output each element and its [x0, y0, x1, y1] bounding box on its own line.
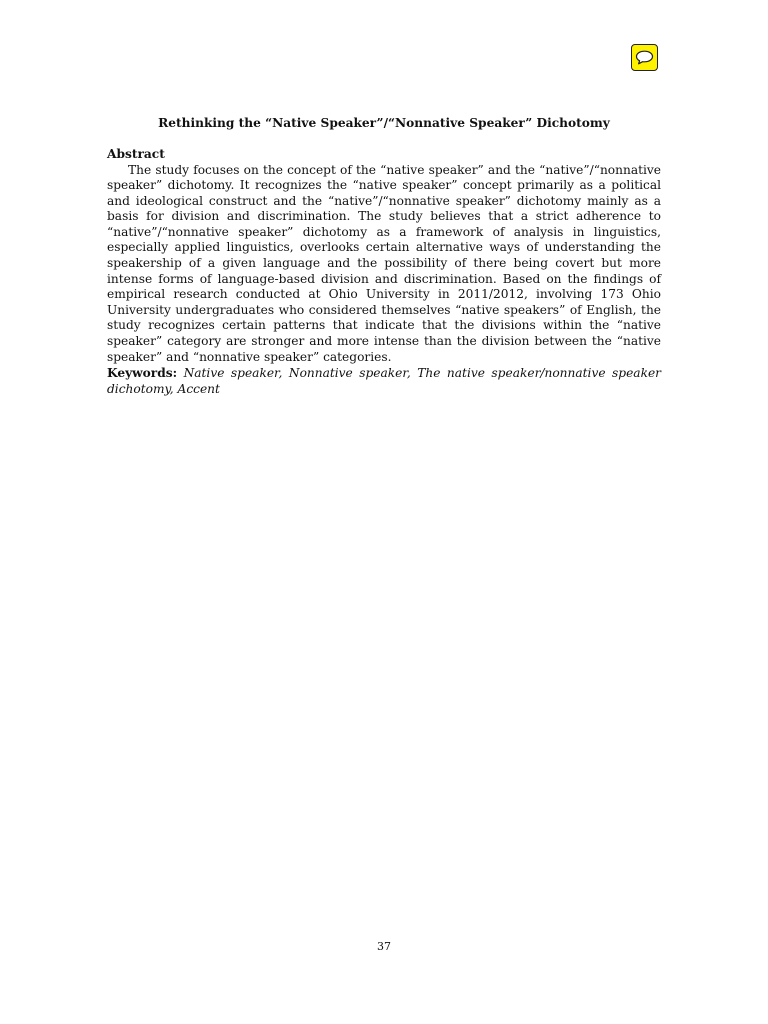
comment-icon[interactable] [631, 44, 658, 71]
keywords-list: Native speaker, Nonnative speaker, The native speaker/nonnative speaker dichotomy, Accent [107, 366, 661, 396]
keywords-label: Keywords [107, 366, 173, 380]
abstract-text: The study focuses on the concept of the “native speaker” and the “native”/“nonnative speaker” dichotomy. It recognizes the “native speaker” concept primarily as a political and ideological construct and the “native”/“nonnative speaker” dichotomy mainly as a basis for division and discrimination. The study believes that a strict adherence to “native”/“nonnative speaker” dichotomy as a framework of analysis in linguistics, especially applied linguistics, overlooks certain alternative ways of understanding the speakership of a given language and the possibility of there being covert but more intense forms of language-based division and discrimination. Based on the findings of empirical research conducted at Ohio University in 2011/2012, involving 173 Ohio University undergraduates who considered themselves “native speakers” of English, the study recognizes certain patterns that indicate that the divisions within the “native speaker” category are stronger and more intense than the division between the “native speaker” and “nonnative speaker” categories. [107, 162, 661, 364]
keywords-line [107, 366, 661, 397]
abstract-heading: Abstract [107, 147, 165, 161]
speech-bubble-icon [635, 50, 654, 65]
page-number: 37 [377, 940, 391, 953]
keywords-colon: : [172, 366, 178, 380]
paper-title: Rethinking the “Native Speaker”/“Nonnative Speaker” Dichotomy [158, 116, 610, 130]
